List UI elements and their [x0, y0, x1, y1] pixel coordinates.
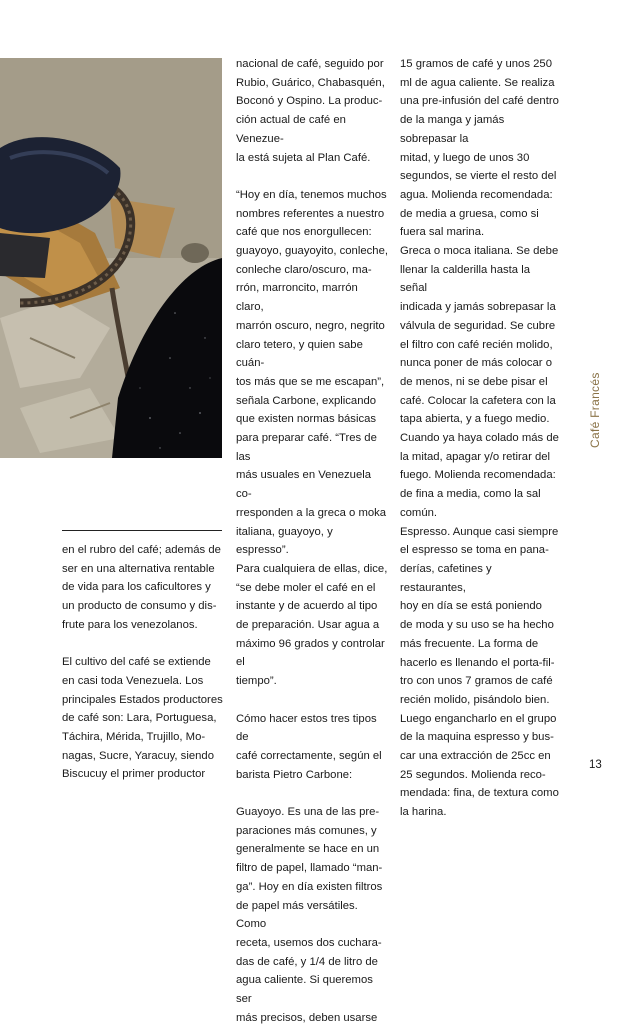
text-column-2: [236, 55, 388, 1028]
paragraph: nacional de café, seguido por Rubio, Guárico, Chabasquén, Boconó y Ospino. La produc- ción actual de café en Venezue- la está sujeta al Plan Café.: [236, 58, 385, 164]
paragraph: Espresso. Aunque casi siempre el espresso se toma en pana- derías, cafetines y restaurantes, hoy en día se está poniendo de moda y su uso se ha hecho más frecuente. La forma de hacerlo es llenando el porta-fil- tro con unos 7 gramos de café recién molido, pisándolo bien. Luego engancharlo en el grupo de la maquina espresso y bus- car una extracción de 25cc en 25 segundos. Molienda reco- mendada: fina, de textura como la harina.: [400, 525, 559, 819]
paragraph: El cultivo del café se extiende en casi toda Venezuela. Los principales Estados productores de café son: Lara, Portuguesa, Táchira, Mérida, Trujillo, Mo- nagas, Sucre, Yaracuy, siendo Biscucuy el primer productor: [62, 656, 223, 781]
paragraph: Guayoyo. Es una de las pre- paraciones más comunes, y generalmente se hace en un filtro de papel, llamado “man- ga”. Hoy en día existen filtros de papel más versátiles. Como receta, usemos dos cuchara- das de café, y 1/4 de litro de agua caliente. Si queremos ser más precisos, deben usarse: [236, 806, 383, 1024]
paragraph: en el rubro del café; además de ser en una alternativa rentable de vida para los caficultores y un producto de consumo y dis- frute para los venezolanos.: [62, 544, 221, 631]
paragraph: Cómo hacer estos tres tipos de café correctamente, según el barista Pietro Carbone:: [236, 712, 382, 781]
text-column-1: [62, 541, 224, 784]
column-divider-rule: [62, 530, 222, 531]
section-label: Café Francés: [588, 372, 602, 448]
coffee-pot-on-stove-icon: [0, 58, 222, 458]
paragraph: 15 gramos de café y unos 250 ml de agua caliente. Se realiza una pre-infusión del café dentro de la manga y jamás sobrepasar la mitad, y luego de unos 30 segundos, se vierte el resto del agua. Molienda recomendada: de media a gruesa, como si fuera sal marina.: [400, 58, 559, 239]
paragraph: “Hoy en día, tenemos muchos nombres referentes a nuestro café que nos enorgullecen: guayoyo, guayoyito, conleche, conleche claro/oscuro, ma- rrón, marroncito, marrón claro, marrón oscuro, negro, negrito claro tetero, y quien sabe cuán- tos más que se me escapan”, señala Carbone, explicando que existen normas básicas para preparar café. “Tres de las más usuales en Venezuela co- rresponden a la greca o moka italiana, guayoyo, y espresso”. Para cualquiera de ellas, dice, “se debe moler el café en el instante y de acuerdo al tipo de preparación. Usar agua a máximo 96 grados y controlar el tiempo”.: [236, 188, 388, 688]
page-number: 13: [589, 759, 602, 771]
paragraph: Greca o moca italiana. Se debe llenar la calderilla hasta la señal indicada y jamás sobrepasar la válvula de seguridad. Se cubre el filtro con café recién molido, nunca poner de más colocar o de menos, ni se debe pisar el café. Colocar la cafetera con la tapa abierta, y a fuego medio. Cuando ya haya colado más de la mitad, apagar y/o retirar del fuego. Molienda recomendada: de fina a media, como la sal común.: [400, 245, 559, 519]
text-column-3: [400, 55, 560, 822]
coffee-pot-photo: [0, 58, 222, 458]
